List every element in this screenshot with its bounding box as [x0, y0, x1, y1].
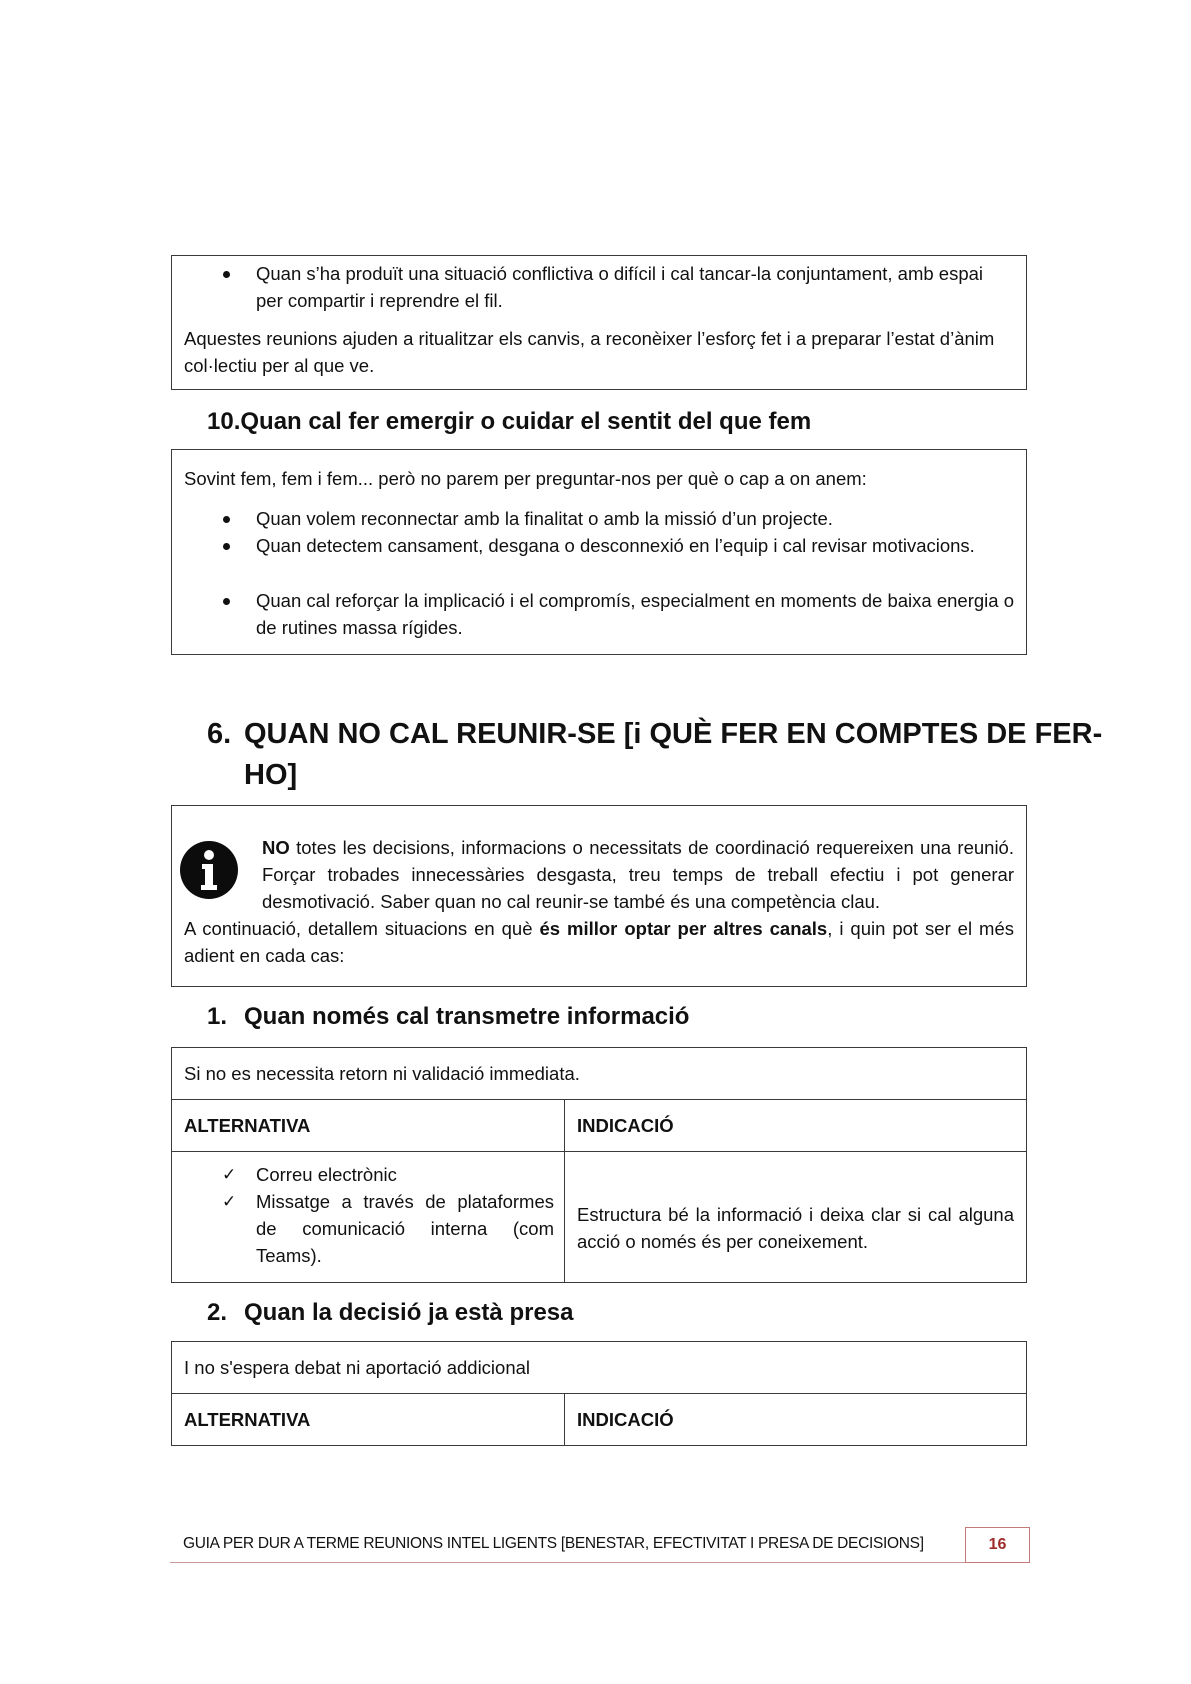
table-condition-row: I no s'espera debat ni aportació addicional [184, 1357, 531, 1378]
bullet-icon [223, 271, 230, 278]
table-divider [172, 1151, 1026, 1152]
subsection-1-heading: Quan només cal transmetre informació [244, 1003, 690, 1030]
subsection-2-heading: Quan la decisió ja està presa [244, 1299, 574, 1326]
section-6-heading-line1: QUAN NO CAL REUNIR-SE [i QUÈ FER EN COMPTES DE FER- [244, 718, 1103, 750]
bullet-text: Quan volem reconnectar amb la finalitat o amb la missió d’un projecte. [256, 508, 833, 529]
info-box [171, 805, 1027, 987]
checkmark-icon: ✓ [222, 1192, 237, 1211]
info-text-before: A continuació, detallem situacions en què [184, 918, 540, 939]
bullet-icon [223, 598, 230, 605]
alternative-item: Missatge a través de plataformes de comunicació interna (com Teams). [256, 1191, 554, 1266]
info-text-after: , i quin pot ser el més adient en cada cas: [184, 918, 1014, 966]
column-header-alternativa: ALTERNATIVA [184, 1409, 311, 1430]
bullet-list-item [172, 260, 1026, 314]
info-icon [180, 841, 238, 899]
table-divider [172, 1393, 1026, 1394]
closing-paragraph: Aquestes reunions ajuden a ritualitzar els canvis, a reconèixer l’esforç fet i a preparar l’estat d’ànim col·lectiu per al que ve. [184, 328, 995, 376]
info-text: totes les decisions, informacions o necessitats de coordinació requereixen una reunió. Forçar trobades innecessàries desgasta, treu temps de treball efectiu i pot generar desmotivació. Saber quan no cal reunir-se també és una competència clau. [262, 837, 1014, 912]
checkmark-icon: ✓ [222, 1165, 237, 1184]
bullet-text: Quan cal reforçar la implicació i el compromís, especialment en moments de baixa energia o de rutines massa rígides. [256, 590, 1014, 638]
table-condition-row: Si no es necessita retorn ni validació immediata. [184, 1063, 580, 1084]
footer-rule [170, 1562, 1030, 1563]
page-number: 16 [965, 1527, 1030, 1563]
info-glyph-icon [180, 841, 238, 899]
column-divider [564, 1099, 565, 1282]
indication-text: Estructura bé la informació i deixa clar si cal alguna acció o només és per coneixement. [577, 1204, 1014, 1252]
continuation-box [171, 255, 1027, 390]
info-text-bold: és millor optar per altres canals [539, 918, 828, 939]
section-10-box [171, 449, 1027, 655]
subsection-2-number: 2. [207, 1299, 228, 1326]
footer-title: GUIA PER DUR A TERME REUNIONS INTEL LIGENTS [BENESTAR, EFECTIVITAT I PRESA DE DECISIONS] [183, 1535, 924, 1552]
info-text-continuation [184, 915, 1014, 969]
column-header-alternativa: ALTERNATIVA [184, 1115, 311, 1136]
bullet-text: Quan detectem cansament, desgana o desconnexió en l’equip i cal revisar motivacions. [256, 535, 975, 556]
section-10-intro: Sovint fem, fem i fem... però no parem per preguntar-nos per què o cap a on anem: [184, 468, 867, 489]
bullet-list-item [172, 505, 1026, 532]
alternative-item: Correu electrònic [256, 1164, 397, 1185]
section-6-heading-line2: HO] [244, 759, 298, 791]
section-10-heading: 10.Quan cal fer emergir o cuidar el sentit del que fem [207, 408, 812, 435]
bullet-icon [223, 516, 230, 523]
info-bold-lead: NO [262, 837, 290, 858]
alternatives-table-1 [171, 1047, 1027, 1283]
table-divider [172, 1099, 1026, 1100]
column-divider [564, 1393, 565, 1445]
column-header-indicacio: INDICACIÓ [577, 1115, 674, 1136]
bullet-icon [223, 543, 230, 550]
bullet-text: Quan s’ha produït una situació conflictiva o difícil i cal tancar-la conjuntament, amb espai per compartir i reprendre el fil. [256, 263, 984, 311]
alternatives-table-2 [171, 1341, 1027, 1446]
subsection-1-number: 1. [207, 1003, 228, 1030]
info-text-indented [262, 834, 1014, 915]
column-header-indicacio: INDICACIÓ [577, 1409, 674, 1430]
bullet-list-item [172, 532, 1026, 586]
section-6-number: 6. [207, 718, 232, 750]
bullet-list-item [172, 587, 1026, 641]
